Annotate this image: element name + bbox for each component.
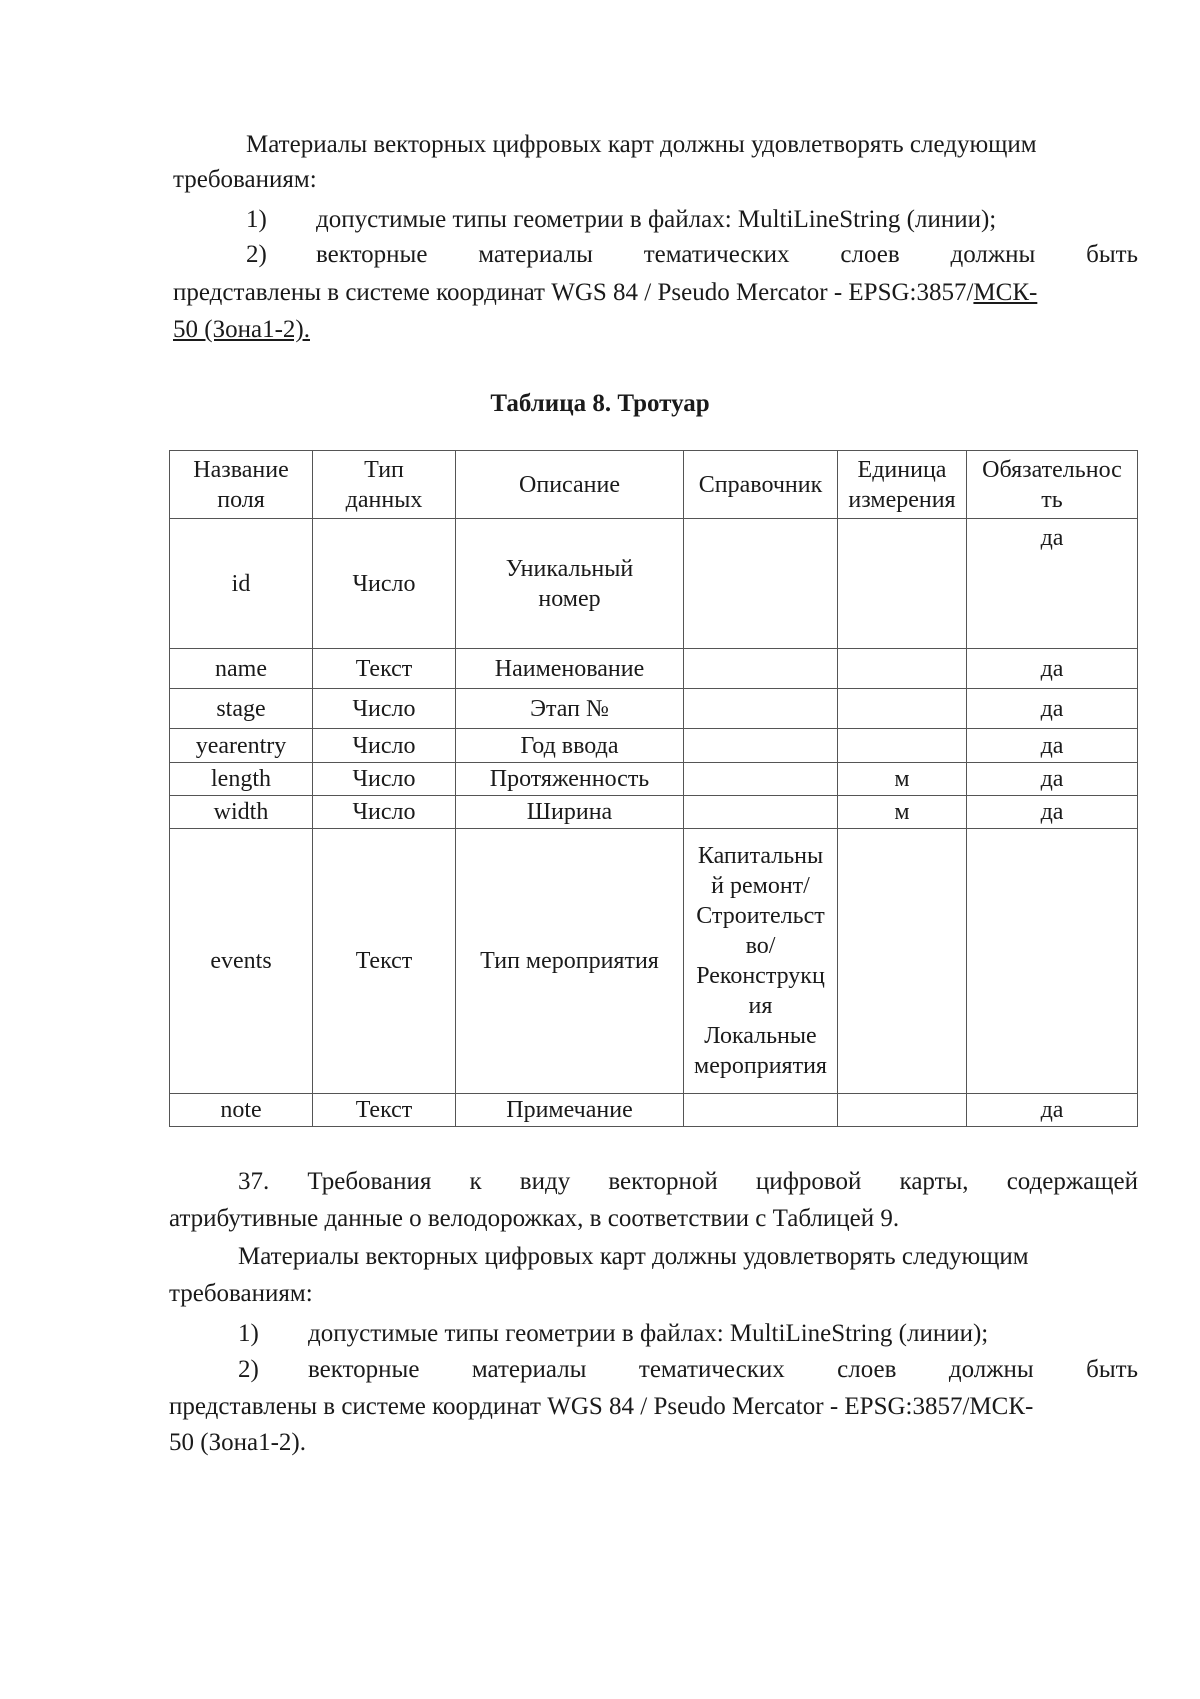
cell-required: да [967,796,1138,829]
cell-data-type: Число [313,519,456,649]
cell-unit: м [838,763,967,796]
cell-unit [838,689,967,729]
header-text-line: Справочник [698,471,823,498]
cell-description [456,729,684,763]
outro-paragraph-line1: Материалы векторных цифровых карт должны удовлетворять следующим [238,1243,1029,1270]
outro-item-2-text: векторные материалы тематических слоев должны быть [308,1356,1138,1383]
cell-text-line: Уникальный [505,555,634,582]
cell-text-line: номер [538,585,601,612]
cell-text-line: Реконструкц [696,963,825,989]
cell-unit [838,1094,967,1127]
intro-item-1 [246,205,996,235]
cell-description [456,763,684,796]
cell-data-type: Число [313,763,456,796]
table-row [170,649,1138,689]
cell-field-name: name [170,649,313,689]
table-title: Таблица 8. Тротуар [490,390,710,417]
cell-field-name: width [170,796,313,829]
cell-field-name: note [170,1094,313,1127]
table-row [170,1094,1138,1127]
cell-reference [684,519,838,649]
intro-item-1-text: допустимые типы геометрии в файлах: MultiLineString (линии); [316,206,997,233]
intro-paragraph-line1: Материалы векторных цифровых карт должны удовлетворять следующим [246,131,1037,158]
cell-description [456,796,684,829]
cell-unit [838,649,967,689]
cell-text-line: Тип мероприятия [480,948,659,974]
intro-item-2-line2-text: представлены в системе координат WGS 84 / Pseudo Mercator - EPSG:3857/ [173,279,974,306]
cell-unit [838,729,967,763]
outro-item-1-number: 1) [238,1320,259,1347]
table-row [170,689,1138,729]
cell-unit: м [838,796,967,829]
header-text-line: Единица [857,456,947,483]
cell-description [456,649,684,689]
intro-item-2-line3: 50 (Зона1-2). [173,316,310,343]
cell-required: да [967,1094,1138,1127]
cell-reference [684,1094,838,1127]
header-text-line: поля [217,486,265,513]
cell-text-line: Примечание [506,1097,633,1123]
cell-required: да [967,649,1138,689]
header-text-line: измерения [848,486,956,513]
cell-field-name: length [170,763,313,796]
table-row [170,796,1138,829]
cell-data-type: Число [313,729,456,763]
header-reference [684,451,838,519]
cell-required: да [967,519,1138,649]
table-row [170,829,1138,1094]
cell-text-line: Протяженность [489,766,650,792]
cell-reference [684,729,838,763]
cell-data-type: Текст [313,829,456,1094]
header-required [967,451,1138,519]
outro-item-2-line3: 50 (Зона1-2). [169,1429,306,1456]
header-text-line: Описание [519,471,620,498]
header-text-line: данных [345,486,423,513]
cell-reference [684,689,838,729]
cell-description [456,689,684,729]
header-unit [838,451,967,519]
cell-text-line: Год ввода [520,732,619,759]
cell-text-line: Локальные [704,1023,817,1049]
cell-text-line: Этап № [530,695,609,722]
outro-paragraph-line2: требованиям: [169,1280,313,1307]
header-description [456,451,684,519]
cell-data-type: Текст [313,649,456,689]
cell-data-type: Число [313,796,456,829]
cell-reference [684,796,838,829]
attributes-table [169,450,1138,1127]
paragraph-37-line2: атрибутивные данные о велодорожках, в соответствии с Таблицей 9. [169,1205,900,1232]
intro-item-1-number: 1) [246,206,267,233]
header-field-name [170,451,313,519]
cell-field-name: events [170,829,313,1094]
cell-unit [838,519,967,649]
cell-text-line: Строительст [696,903,825,929]
outro-item-2-line1 [238,1355,1138,1385]
intro-item-2-text: векторные материалы тематических слоев должны быть [316,241,1138,268]
cell-required: да [967,763,1138,796]
cell-reference [684,649,838,689]
cell-text-line: мероприятия [694,1053,827,1079]
table-row [170,519,1138,649]
intro-item-2-number: 2) [246,241,267,268]
outro-item-1 [238,1319,988,1349]
cell-data-type: Число [313,689,456,729]
cell-required: да [967,729,1138,763]
cell-field-name: yearentry [170,729,313,763]
cell-unit [838,829,967,1094]
cell-text-line: Наименование [494,655,645,682]
header-data-type [313,451,456,519]
paragraph-37-line1: 37. Требования к виду векторной цифровой карты, содержащей [238,1168,1138,1195]
cell-reference [684,763,838,796]
table-header-row [170,451,1138,519]
table-body [170,451,1138,1127]
cell-reference [684,829,838,1094]
cell-text-line: й ремонт/ [711,873,810,899]
table-row [170,763,1138,796]
outro-item-2-number: 2) [238,1356,259,1383]
intro-item-2-line1 [246,240,1138,270]
table-row [170,729,1138,763]
cell-text-line: Ширина [526,799,613,825]
cell-description [456,829,684,1094]
cell-required [967,829,1138,1094]
cell-field-name: id [170,519,313,649]
intro-item-2-line2 [173,278,1037,308]
intro-paragraph-line2: требованиям: [173,166,317,193]
cell-description [456,1094,684,1127]
header-text-line: Тип [364,456,404,483]
cell-data-type: Текст [313,1094,456,1127]
cell-description [456,519,684,649]
cell-required: да [967,689,1138,729]
cell-text-line: ия [748,993,773,1019]
intro-item-2-line2-underlined: МСК- [973,279,1038,306]
header-text-line: Обязательнос [982,456,1122,483]
header-text-line: ть [1041,486,1063,513]
outro-item-1-text: допустимые типы геометрии в файлах: MultiLineString (линии); [308,1320,989,1347]
cell-text-line: во/ [745,933,776,959]
outro-item-2-line2: представлены в системе координат WGS 84 / Pseudo Mercator - EPSG:3857/МСК- [169,1393,1034,1420]
cell-text-line: Капитальны [697,843,824,869]
cell-field-name: stage [170,689,313,729]
header-text-line: Название [193,456,289,483]
